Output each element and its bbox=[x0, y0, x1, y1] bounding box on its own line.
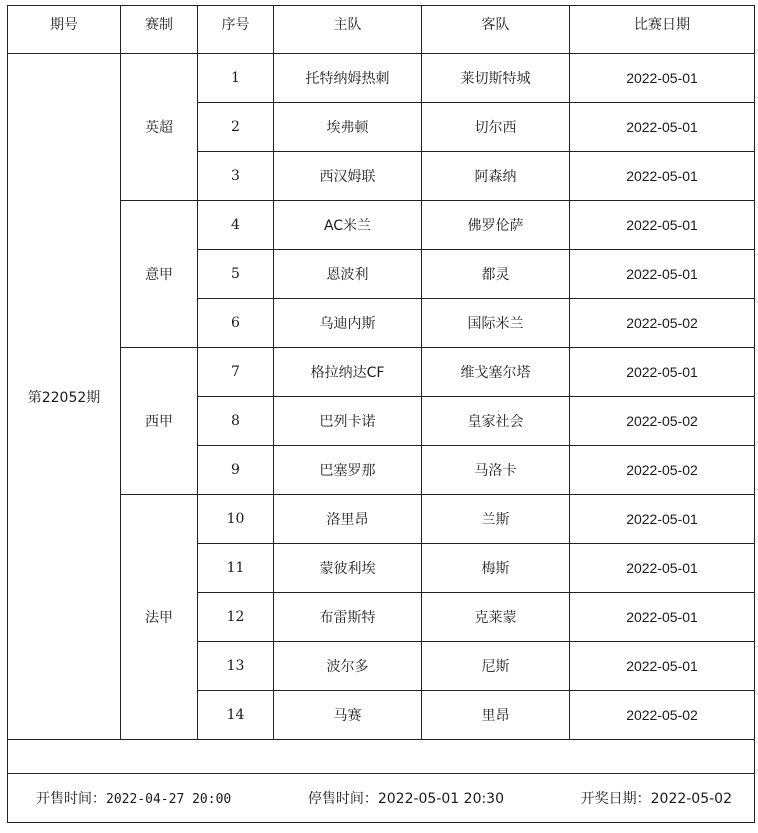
away-team: 维戈塞尔塔 bbox=[422, 348, 570, 397]
match-date: 2022-05-01 bbox=[570, 495, 755, 544]
match-number: 14 bbox=[198, 691, 274, 740]
away-team: 莱切斯特城 bbox=[422, 54, 570, 103]
sale-stop-value: 2022-05-01 20:30 bbox=[377, 791, 505, 807]
match-number: 10 bbox=[198, 495, 274, 544]
away-team: 克莱蒙 bbox=[422, 593, 570, 642]
match-date: 2022-05-01 bbox=[570, 348, 755, 397]
match-date: 2022-05-01 bbox=[570, 250, 755, 299]
match-number: 1 bbox=[198, 54, 274, 103]
match-date: 2022-05-02 bbox=[570, 397, 755, 446]
away-team: 兰斯 bbox=[422, 495, 570, 544]
match-number: 13 bbox=[198, 642, 274, 691]
home-team: 巴塞罗那 bbox=[274, 446, 422, 495]
away-team: 佛罗伦萨 bbox=[422, 201, 570, 250]
away-team: 马洛卡 bbox=[422, 446, 570, 495]
blank-row bbox=[8, 740, 755, 774]
match-date: 2022-05-01 bbox=[570, 593, 755, 642]
draw-date bbox=[581, 788, 732, 808]
sale-stop bbox=[308, 788, 504, 808]
header-away-team: 客队 bbox=[422, 6, 570, 54]
match-row bbox=[8, 201, 755, 250]
match-number: 12 bbox=[198, 593, 274, 642]
away-team: 阿森纳 bbox=[422, 152, 570, 201]
match-date: 2022-05-02 bbox=[570, 299, 755, 348]
footer-row bbox=[8, 774, 755, 823]
match-number: 11 bbox=[198, 544, 274, 593]
sale-stop-label: 停售时间： bbox=[307, 791, 378, 807]
home-team: 格拉纳达CF bbox=[274, 348, 422, 397]
away-team: 国际米兰 bbox=[422, 299, 570, 348]
blank-cell bbox=[8, 740, 755, 774]
match-date: 2022-05-01 bbox=[570, 103, 755, 152]
match-number: 5 bbox=[198, 250, 274, 299]
away-team: 里昂 bbox=[422, 691, 570, 740]
footer-cell bbox=[8, 774, 755, 823]
header-row bbox=[8, 6, 755, 54]
match-number: 3 bbox=[198, 152, 274, 201]
home-team: 洛里昂 bbox=[274, 495, 422, 544]
match-date: 2022-05-02 bbox=[570, 691, 755, 740]
match-date: 2022-05-02 bbox=[570, 446, 755, 495]
away-team: 皇家社会 bbox=[422, 397, 570, 446]
away-team: 尼斯 bbox=[422, 642, 570, 691]
header-home-team: 主队 bbox=[274, 6, 422, 54]
match-number: 7 bbox=[198, 348, 274, 397]
match-date: 2022-05-01 bbox=[570, 152, 755, 201]
home-team: 乌迪内斯 bbox=[274, 299, 422, 348]
league-cell: 意甲 bbox=[121, 201, 198, 348]
match-number: 9 bbox=[198, 446, 274, 495]
header-number: 序号 bbox=[198, 6, 274, 54]
home-team: 波尔多 bbox=[274, 642, 422, 691]
header-issue: 期号 bbox=[8, 6, 121, 54]
match-number: 2 bbox=[198, 103, 274, 152]
match-date: 2022-05-01 bbox=[570, 201, 755, 250]
home-team: 埃弗顿 bbox=[274, 103, 422, 152]
away-team: 梅斯 bbox=[422, 544, 570, 593]
sale-start-value: 2022-04-27 20:00 bbox=[106, 792, 232, 807]
match-date: 2022-05-01 bbox=[570, 54, 755, 103]
home-team: 巴列卡诺 bbox=[274, 397, 422, 446]
league-cell: 西甲 bbox=[121, 348, 198, 495]
home-team: 蒙彼利埃 bbox=[274, 544, 422, 593]
away-team: 都灵 bbox=[422, 250, 570, 299]
match-date: 2022-05-01 bbox=[570, 544, 755, 593]
match-row bbox=[8, 495, 755, 544]
sale-start-label: 开售时间： bbox=[36, 791, 106, 807]
home-team: 布雷斯特 bbox=[274, 593, 422, 642]
match-row bbox=[8, 348, 755, 397]
away-team: 切尔西 bbox=[422, 103, 570, 152]
issue-cell: 第22052期 bbox=[8, 54, 121, 740]
header-league: 赛制 bbox=[121, 6, 198, 54]
sale-start bbox=[36, 788, 231, 808]
league-cell: 英超 bbox=[121, 54, 198, 201]
home-team: 托特纳姆热刺 bbox=[274, 54, 422, 103]
match-number: 4 bbox=[198, 201, 274, 250]
draw-date-value: 2022-05-02 bbox=[650, 791, 732, 807]
match-number: 6 bbox=[198, 299, 274, 348]
league-cell: 法甲 bbox=[121, 495, 198, 740]
match-row bbox=[8, 54, 755, 103]
home-team: 马赛 bbox=[274, 691, 422, 740]
home-team: 恩波利 bbox=[274, 250, 422, 299]
match-number: 8 bbox=[198, 397, 274, 446]
home-team: AC米兰 bbox=[274, 201, 422, 250]
draw-date-label: 开奖日期： bbox=[580, 791, 651, 807]
header-match-date: 比赛日期 bbox=[570, 6, 755, 54]
home-team: 西汉姆联 bbox=[274, 152, 422, 201]
match-schedule-table bbox=[7, 5, 755, 823]
match-date: 2022-05-01 bbox=[570, 642, 755, 691]
